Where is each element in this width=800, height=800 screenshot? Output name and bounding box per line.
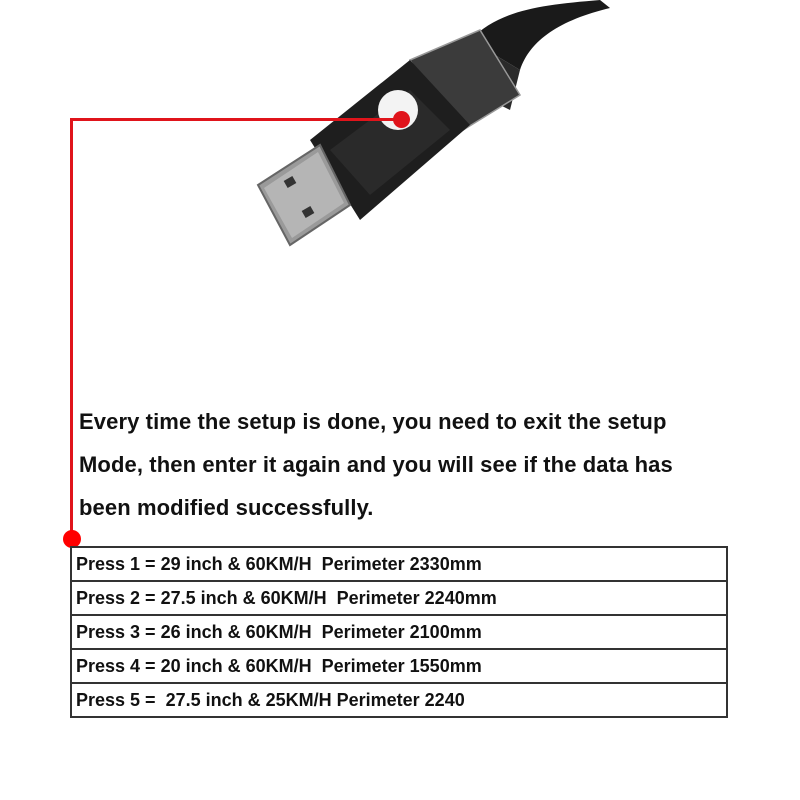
note-line: Every time the setup is done, you need to exit the setup: [79, 409, 667, 434]
setup-instruction-note: [79, 400, 779, 529]
callout-line-vertical: [70, 118, 73, 538]
table-row: Press 1 = 29 inch & 60KM/H Perimeter 2330mm: [72, 548, 726, 582]
table-row: Press 4 = 20 inch & 60KM/H Perimeter 1550mm: [72, 650, 726, 684]
table-row: Press 3 = 26 inch & 60KM/H Perimeter 2100mm: [72, 616, 726, 650]
callout-line-horizontal: [70, 118, 403, 121]
button-marker-dot: [393, 111, 410, 128]
table-row: Press 2 = 27.5 inch & 60KM/H Perimeter 2240mm: [72, 582, 726, 616]
note-line: Mode, then enter it again and you will see if the data has: [79, 452, 673, 477]
settings-table: [70, 546, 728, 718]
table-row: Press 5 = 27.5 inch & 25KM/H Perimeter 2240: [72, 684, 726, 718]
usb-adapter-photo: [0, 0, 800, 280]
note-line: been modified successfully.: [79, 495, 374, 520]
